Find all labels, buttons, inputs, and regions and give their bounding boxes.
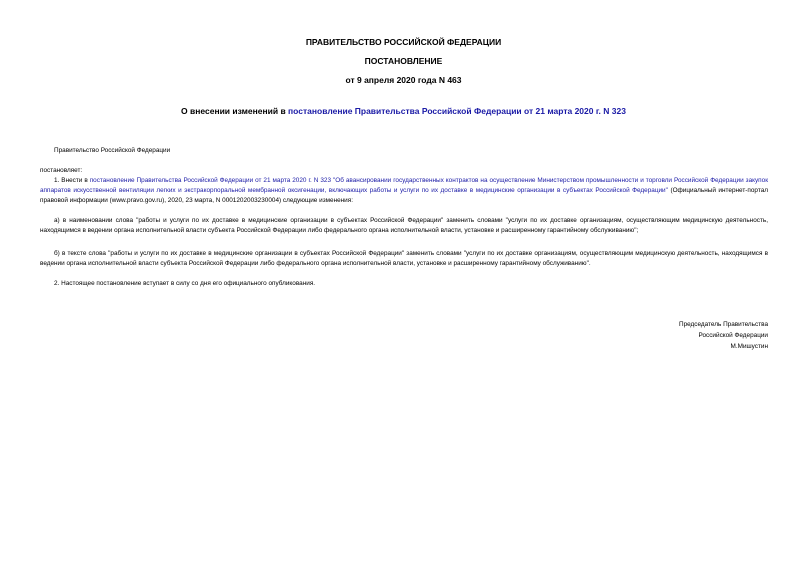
item1-prefix: 1. Внести в [54,177,90,184]
item1-link[interactable]: постановление Правительства Российской Федерации от 21 марта 2020 г. N 323 "Об авансировании государственных контрактов на осуществление Министерством промышленности и торговли Российской Федерации закупок аппаратов искусственной вентиляции легких и экстракорпоральной мембранной оксигенации, включающих работы и услуги по их доставке в медицинские организации в субъектах Российской Федерации" [40,177,768,194]
paragraph-item-1 [40,176,768,206]
paragraph-item-a: а) в наименовании слова "работы и услуги по их доставке в медицинские организации в субъектах Российской Федерации" заменить словами "услуги по их доставке организациям, осуществляющим медицинскую деятельность, находящимся в ведении органа исполнительной власти субъекта Российской Федерации либо федерального органа исполнительной власти, установке и расширенному гарантийному обслуживанию"; [40,217,768,234]
paragraph-item-2: 2. Настоящее постановление вступает в силу со дня его официального опубликования. [54,280,316,287]
paragraph-item-b: б) в тексте слова "работы и услуги по их доставке в медицинские организации в субъектах Российской Федерации" заменить словами "услуги по их доставке организациям, осуществляющим медицинскую деятельность, находящимся в ведении органа исполнительной власти субъекта Российской Федерации либо федерального органа исполнительной власти, установке и расширенному гарантийному обслуживанию". [40,250,768,267]
decrees-text: постановляет: [40,167,83,174]
signature-title-line-1: Председатель Правительства [679,321,768,328]
item1-suffix: (Официальный интернет-портал правовой информации (www.pravo.gov.ru), 2020, 23 марта, N 0001202003230004) следующие изменения: [40,187,768,204]
signature-name: М.Мишустин [730,343,768,350]
subject-prefix: О внесении изменений в [181,106,289,116]
document-date-number: от 9 апреля 2020 года N 463 [345,75,462,85]
document-type-heading: ПОСТАНОВЛЕНИЕ [364,56,443,66]
issuer-text: Правительство Российской Федерации [54,147,171,154]
signature-title-line-2: Российской Федерации [698,332,768,339]
document-subject [0,106,807,117]
subject-link[interactable]: постановление Правительства Российской Федерации от 21 марта 2020 г. N 323 [288,106,626,116]
government-heading: ПРАВИТЕЛЬСТВО РОССИЙСКОЙ ФЕДЕРАЦИИ [305,37,502,47]
